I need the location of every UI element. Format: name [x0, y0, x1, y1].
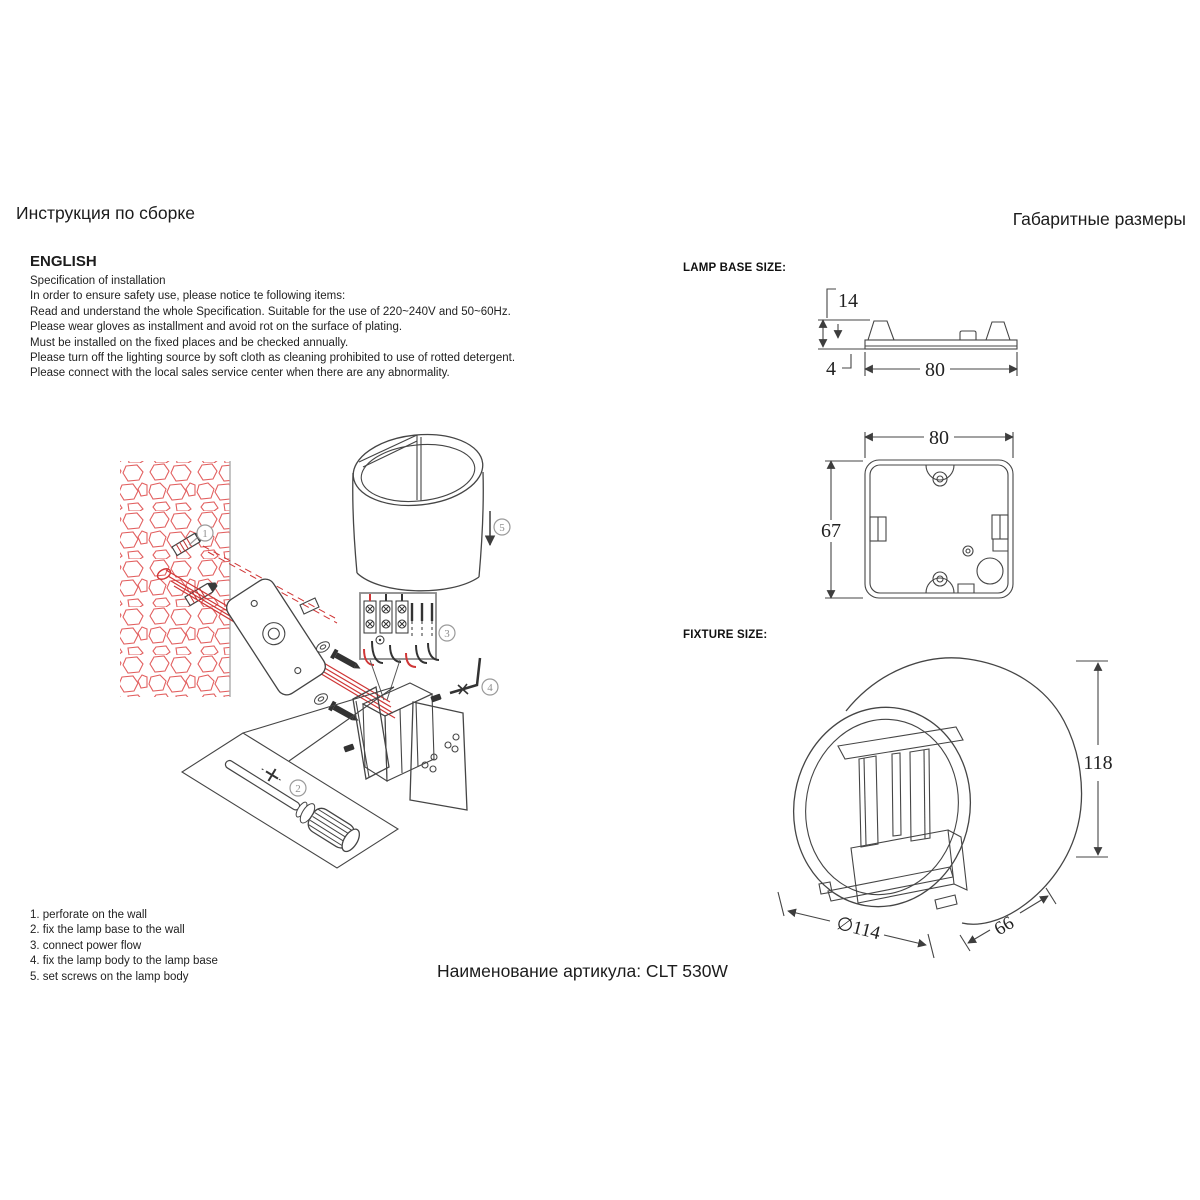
dim-80: 80 — [929, 427, 949, 449]
callout-5: 5 — [499, 522, 505, 534]
mount-box-outline — [865, 460, 1013, 598]
dim-66: 66 — [990, 912, 1018, 941]
fixture-dimensions — [778, 661, 1113, 958]
spec-line: In order to ensure safety use, please notice te following items: — [30, 290, 346, 303]
wall-pattern — [120, 461, 230, 697]
page-title-russian: Инструкция по сборке — [16, 203, 195, 223]
dim-diameter-114: ∅114 — [834, 913, 883, 945]
dim-80: 80 — [925, 359, 945, 381]
spec-line: Read and understand the whole Specification. Suitable for the use of 220~240V and 50~60Hz. — [30, 305, 511, 318]
step-item: 1. perforate on the wall — [30, 909, 147, 921]
lamp-body-exploded — [343, 683, 467, 810]
spec-line: Please turn off the lighting source by soft cloth as cleaning prohibited to use of rotted detergent. — [30, 352, 516, 365]
allen-key-group — [450, 658, 498, 695]
article-name: Наименование артикула: CLT 530W — [437, 961, 728, 981]
lamp-shade — [350, 428, 487, 590]
callout-3: 3 — [444, 628, 450, 640]
spec-line: Must be installed on the fixed places and be checked annually. — [30, 336, 349, 349]
spec-line: Please connect with the local sales service center when there are any abnormality. — [30, 367, 450, 380]
dim-118: 118 — [1083, 752, 1113, 774]
callout-4: 4 — [487, 682, 493, 694]
step-item: 4. fix the lamp body to the lamp base — [30, 955, 218, 968]
fixture-size-label: FIXTURE SIZE: — [683, 629, 768, 641]
assembly-exploded-diagram — [100, 415, 530, 885]
dim-4: 4 — [826, 358, 836, 380]
step-item: 3. connect power flow — [30, 939, 142, 952]
assembly-steps-list — [30, 908, 218, 985]
fixture-3d-diagram — [758, 645, 1148, 965]
english-heading: ENGLISH — [30, 253, 97, 270]
callout-2: 2 — [295, 783, 301, 795]
step-item: 2. fix the lamp base to the wall — [30, 924, 185, 937]
dim-67: 67 — [821, 520, 841, 542]
dimensions-title-russian: Габаритные размеры — [1012, 209, 1186, 229]
mount-box-dimensions — [821, 427, 1013, 598]
step-item: 5. set screws on the lamp body — [30, 970, 189, 983]
english-specification-section — [30, 253, 515, 382]
wall-section — [120, 461, 230, 697]
spec-line: Specification of installation — [30, 275, 166, 287]
lamp-base-outline — [818, 321, 1017, 349]
set-screw-icon — [343, 693, 441, 752]
body-screws — [422, 734, 459, 772]
washer-icon — [313, 692, 330, 707]
mount-box-rear-view-diagram — [812, 420, 1027, 615]
lamp-base-side-view-diagram — [808, 276, 1038, 386]
callout-5-group — [490, 511, 510, 545]
spec-line: Please wear gloves as installment and avoid rot on the surface of plating. — [30, 321, 403, 334]
lamp-base-size-label: LAMP BASE SIZE: — [683, 262, 787, 274]
dim-14: 14 — [838, 290, 858, 312]
callout-1: 1 — [202, 528, 208, 540]
